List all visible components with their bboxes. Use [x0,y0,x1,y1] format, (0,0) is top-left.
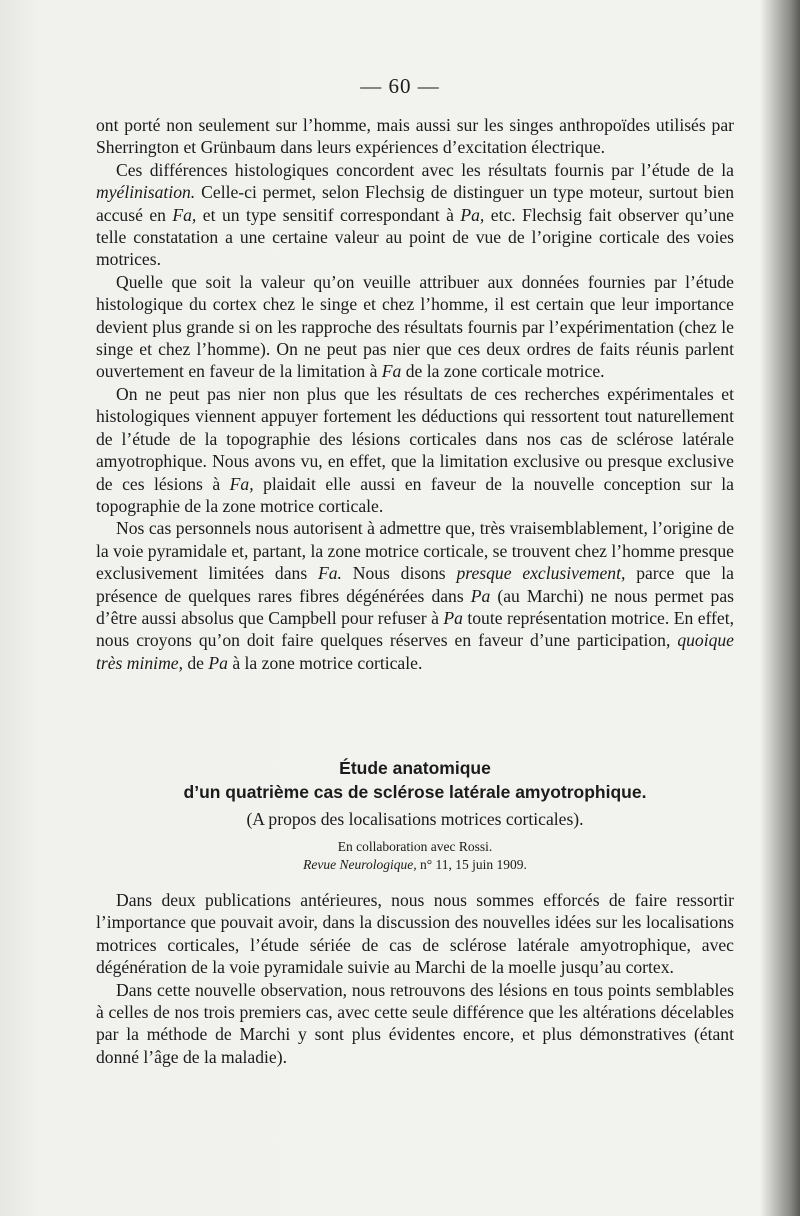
section-subtitle: (A propos des localisations motrices corticales). [246,809,584,829]
article-paragraph-1: Dans deux publications antérieures, nous nous sommes efforcés de faire ressortir l’importance que pouvait avoir, dans la discussion des nouvelles idées sur les localisations motrices corticales, l’étude sériée de cas de sclérose latérale amyotrophique, avec dégénération de la voie pyramidale suivie au Marchi de la moelle jusqu’au cortex. [96,890,734,978]
collaboration-note: En collaboration avec Rossi. [337,839,493,854]
journal-reference: Revue Neurologique, n° 11, 15 juin 1909. [303,857,527,872]
continued-text-section [96,114,734,674]
paragraph-2: Ces différences histologiques concordent avec les résultats fournis par l’étude de la myélinisation. Celle-ci permet, selon Flechsig de distinguer un type moteur, surtout bien accusé en Fa, et un type sensitif correspondant à Pa, etc. Flechsig fait observer qu’une telle constatation a une certaine valeur au point de vue de l’origine corticale des voies motrices. [96,159,734,270]
article-paragraph-2: Dans cette nouvelle observation, nous retrouvons des lésions en tous points semblables à celles de nos trois premiers cas, avec cette seule différence que les altérations décelables par la méthode de Marchi y sont plus évidentes encore, et plus démonstratives (étant donné l’âge de la maladie). [96,979,734,1067]
page-number: — 60 — [360,74,440,98]
section-title-line-2: d’un quatrième cas de sclérose latérale amyotrophique. [183,782,647,802]
paragraph-5: Nos cas personnels nous autorisent à admettre que, très vraisemblablement, l’origine de la voie pyramidale et, partant, la zone motrice corticale, se trouvent chez l’homme presque exclusivement limitées dans Fa. Nous disons presque exclusivement, parce que la présence de quelques rares fibres dégénérées dans Pa (au Marchi) ne nous permet pas d’être aussi absolus que Campbell pour refuser à Pa toute représentation motrice. En effet, nous croyons qu’on doit faire quelques réserves en faveur d’une participation, quoique très minime, de Pa à la zone motrice corticale. [96,518,734,673]
section-title-line-1: Étude anatomique [339,758,491,778]
article-body-section [96,889,734,1068]
paragraph-3: Quelle que soit la valeur qu’on veuille attribuer aux données fournies par l’étude histologique du cortex chez le singe et chez l’homme, il est certain que leur importance devient plus grande si on les rapproche des résultats fournis par l’expérimentation (chez le singe et chez l’homme). On ne peut pas nier que ces deux ordres de faits réunis parlent ouvertement en faveur de la limitation à Fa de la zone corticale motrice. [96,271,734,382]
paragraph-1: ont porté non seulement sur l’homme, mais aussi sur les singes anthropoïdes utilisés par Sherrington et Grünbaum dans leurs expériences d’excitation électrique. [96,115,734,158]
paragraph-4: On ne peut pas nier non plus que les résultats de ces recherches expérimentales et histologiques viennent appuyer fortement les déductions qui ressortent tout naturellement de l’étude de la topographie des lésions corticales dans nos cas de sclérose latérale amyotrophique. Nous avons vu, en effet, que la limitation exclusive ou presque exclusive de ces lésions à Fa, plaidait elle aussi en faveur de la nouvelle conception sur la topographie de la zone motrice corticale. [96,383,734,516]
